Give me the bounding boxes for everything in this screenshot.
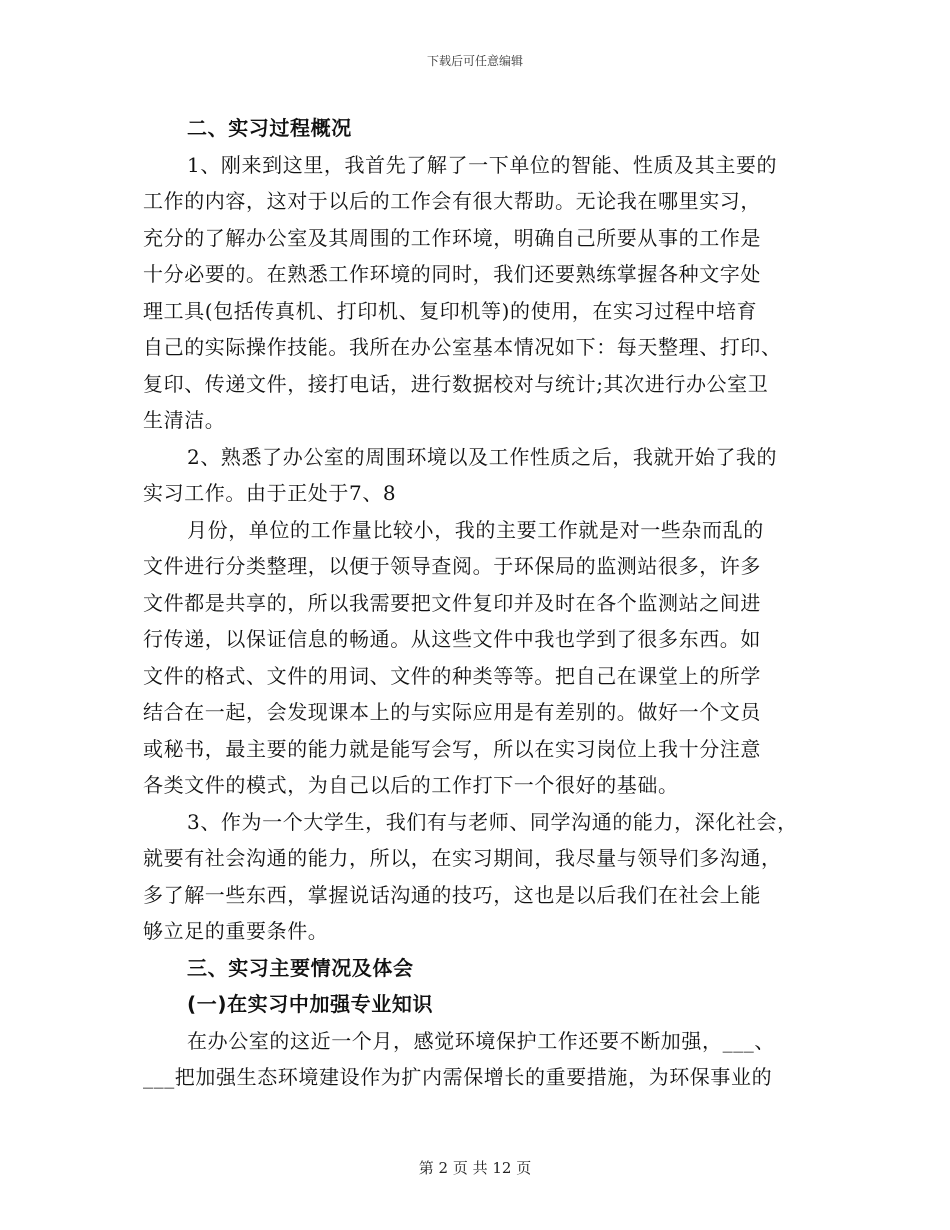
page-footer: 第 2 页 共 12 页 <box>418 1159 532 1177</box>
paragraph-line: 月份，单位的工作量比较小，我的主要工作就是对一些杂而乱的 <box>187 517 764 542</box>
paragraph-line: 复印、传递文件，接打电话，进行数据校对与统计;其次进行办公室卫 <box>143 371 769 396</box>
paragraph-line: 3、作为一个大学生，我们有与老师、同学沟通的能力，深化社会， <box>187 809 798 834</box>
paragraph-line: 2、熟悉了办公室的周围环境以及工作性质之后，我就开始了我的 <box>187 444 778 469</box>
paragraph-line: 工作的内容，这对于以后的工作会有很大帮助。无论我在哪里实习， <box>143 189 761 213</box>
paragraph-line: 够立足的重要条件。 <box>143 919 329 943</box>
paragraph-line: 十分必要的。在熟悉工作环境的同时，我们还要熟练掌握各种文字处 <box>143 262 761 286</box>
paragraph-line: 就要有社会沟通的能力，所以，在实习期间，我尽量与领导们多沟通， <box>143 846 782 870</box>
paragraph-line: 多了解一些东西，掌握说话沟通的技巧，这也是以后我们在社会上能 <box>143 882 761 907</box>
paragraph-line: 或秘书，最主要的能力就是能写会写，所以在实习岗位上我十分注意 <box>143 736 761 761</box>
paragraph-line: 文件都是共享的，所以我需要把文件复印并及时在各个监测站之间进 <box>143 590 761 615</box>
paragraph-line: 1、刚来到这里，我首先了解了一下单位的智能、性质及其主要的 <box>187 152 778 177</box>
paragraph-line: 实习工作。由于正处于7、8 <box>143 481 397 505</box>
paragraph-line: 行传递，以保证信息的畅通。从这些文件中我也学到了很多东西。如 <box>143 627 761 651</box>
paragraph-line: 文件的格式、文件的用词、文件的种类等等。把自己在课堂上的所学 <box>143 663 761 688</box>
subsection-heading-1: (一)在实习中加强专业知识 <box>187 992 434 1016</box>
document-body <box>143 110 823 1096</box>
paragraph-line: 各类文件的模式，为自己以后的工作打下一个很好的基础。 <box>143 773 679 797</box>
paragraph-line: 理工具(包括传真机、打印机、复印机等)的使用，在实习过程中培育 <box>143 298 758 323</box>
paragraph-line: 在办公室的这近一个月，感觉环境保护工作还要不断加强，___、 <box>187 1028 775 1053</box>
paragraph-line: 自己的实际操作技能。我所在办公室基本情况如下：每天整理、打印、 <box>143 335 782 359</box>
page-header: 下载后可任意编辑 <box>426 54 523 68</box>
paragraph-line: ___把加强生态环境建设作为扩内需保增长的重要措施，为环保事业的 <box>143 1065 773 1089</box>
section-heading-2: 二、实习过程概况 <box>187 116 352 140</box>
section-heading-3: 三、实习主要情况及体会 <box>187 955 414 980</box>
paragraph-line: 文件进行分类整理，以便于领导查阅。于环保局的监测站很多，许多 <box>143 554 761 578</box>
paragraph-line: 结合在一起，会发现课本上的与实际应用是有差别的。做好一个文员 <box>143 700 761 724</box>
paragraph-line: 充分的了解办公室及其周围的工作环境，明确自己所要从事的工作是 <box>143 225 761 250</box>
paragraph-line: 生清洁。 <box>143 408 226 432</box>
